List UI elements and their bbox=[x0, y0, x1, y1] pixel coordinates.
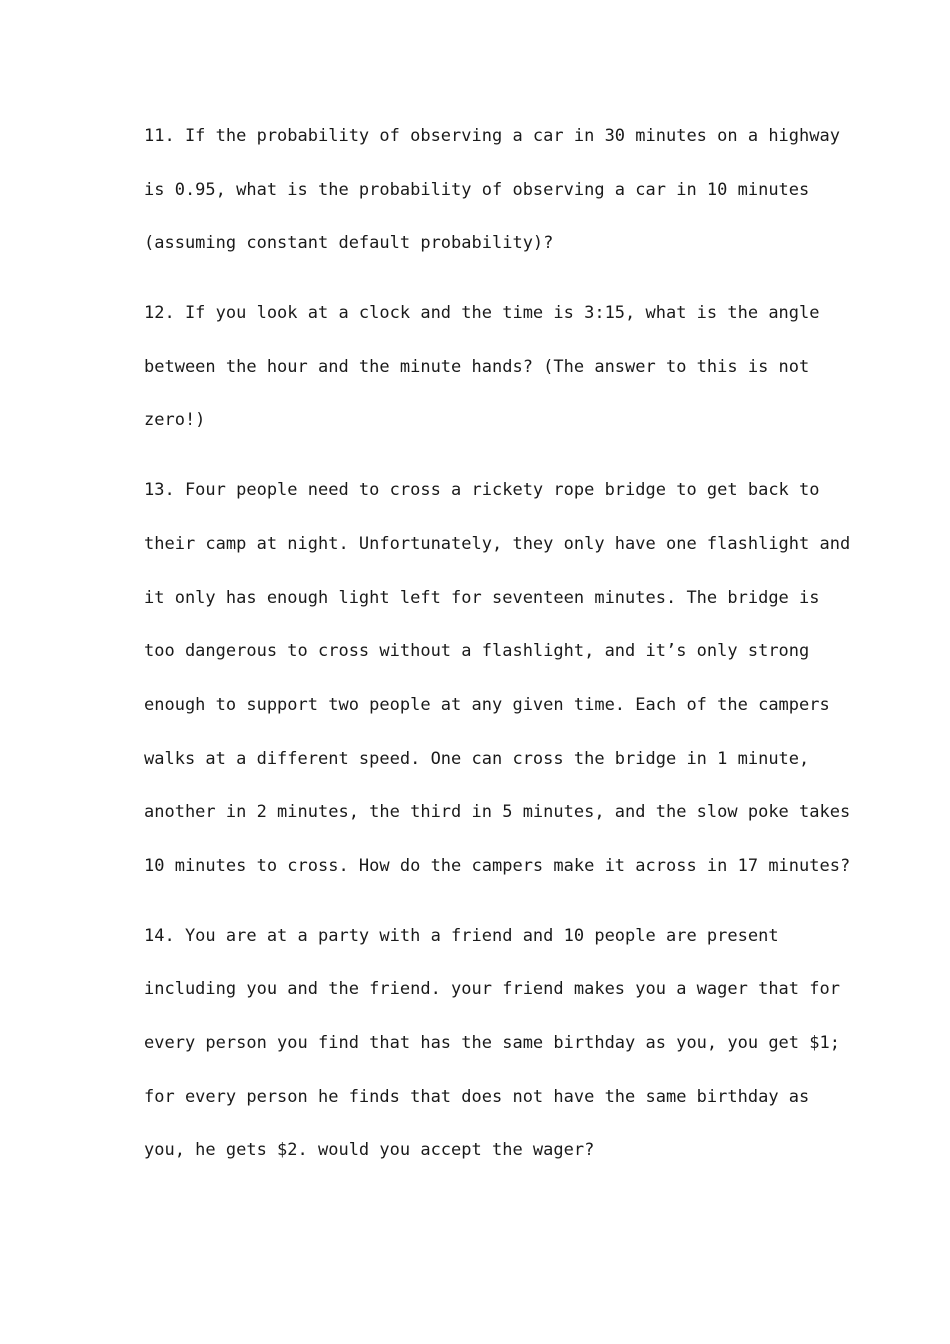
text-line: their camp at night. Unfortunately, they only have one flashlight and bbox=[144, 533, 851, 554]
question-12 bbox=[144, 287, 824, 448]
text-line: it only has enough light left for seventeen minutes. The bridge is bbox=[144, 587, 820, 608]
text-line: (assuming constant default probability)? bbox=[144, 233, 554, 254]
text-line: 13. Four people need to cross a rickety rope bridge to get back to bbox=[144, 480, 820, 501]
question-11 bbox=[144, 110, 840, 271]
text-line: walks at a different speed. One can cross the bridge in 1 minute, bbox=[144, 748, 810, 769]
text-line: zero!) bbox=[144, 410, 206, 431]
question-14 bbox=[144, 910, 840, 1178]
text-line: enough to support two people at any given time. Each of the campers bbox=[144, 694, 830, 715]
text-line: between the hour and the minute hands? (The answer to this is not bbox=[144, 356, 810, 377]
text-line: 11. If the probability of observing a car in 30 minutes on a highway bbox=[144, 126, 840, 146]
text-line: 10 minutes to cross. How do the campers make it across in 17 minutes? bbox=[144, 855, 851, 876]
text-line: 14. You are at a party with a friend and 10 people are present bbox=[144, 925, 779, 946]
text-line: for every person he finds that does not have the same birthday as bbox=[144, 1086, 810, 1107]
text-line: every person you find that has the same birthday as you, you get $1; bbox=[144, 1033, 840, 1053]
text-line: 12. If you look at a clock and the time is 3:15, what is the angle bbox=[144, 303, 820, 324]
text-line: too dangerous to cross without a flashlight, and it’s only strong bbox=[144, 641, 810, 662]
page-content bbox=[144, 110, 851, 1194]
text-line: you, he gets $2. would you accept the wager? bbox=[144, 1140, 595, 1161]
text-line: another in 2 minutes, the third in 5 minutes, and the slow poke takes bbox=[144, 802, 851, 823]
text-line: including you and the friend. your friend makes you a wager that for bbox=[144, 979, 840, 1000]
text-line: is 0.95, what is the probability of observing a car in 10 minutes bbox=[144, 179, 810, 200]
question-13 bbox=[144, 464, 851, 894]
